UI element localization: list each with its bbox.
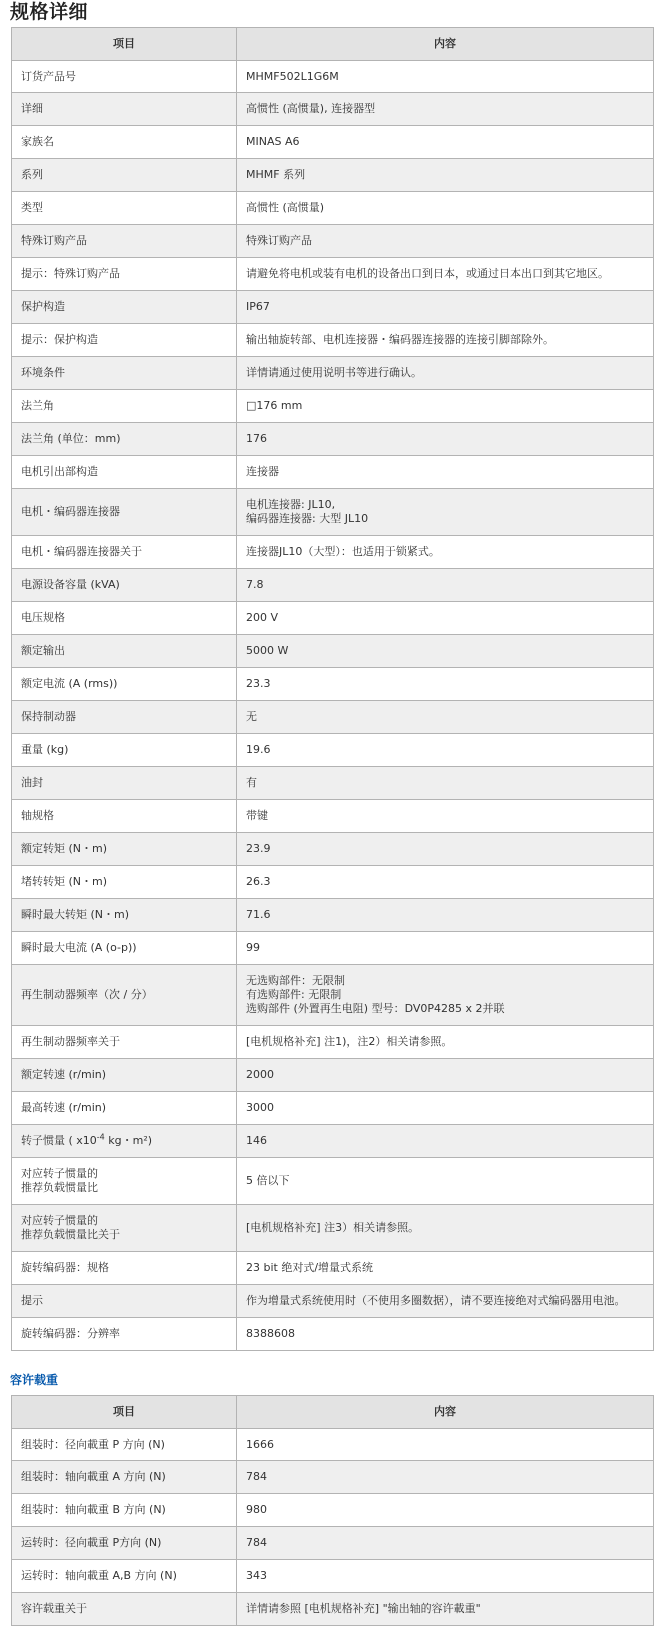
table-row — [12, 1252, 654, 1285]
table-row — [12, 602, 654, 635]
table-row — [12, 1059, 654, 1092]
row-label: 提示 — [12, 1285, 237, 1318]
table-row — [12, 1494, 654, 1527]
table-row — [12, 357, 654, 390]
table-row — [12, 1527, 654, 1560]
table-row — [12, 324, 654, 357]
row-value: 2000 — [237, 1059, 654, 1092]
row-value: 带键 — [237, 800, 654, 833]
row-label: 电源设备容量 (kVA) — [12, 569, 237, 602]
row-value: [电机规格补充] 注1)，注2）相关请参照。 — [237, 1026, 654, 1059]
row-value: MHMF 系列 — [237, 159, 654, 192]
table-row — [12, 1026, 654, 1059]
row-label: 系列 — [12, 159, 237, 192]
table-row — [12, 668, 654, 701]
row-label: 组装时：轴向載重 B 方向 (N) — [12, 1494, 237, 1527]
row-value: 5000 W — [237, 635, 654, 668]
row-label: 详细 — [12, 93, 237, 126]
row-label: 法兰角 — [12, 390, 237, 423]
table-row — [12, 965, 654, 1026]
row-value: 200 V — [237, 602, 654, 635]
row-value: 343 — [237, 1560, 654, 1593]
table-row — [12, 767, 654, 800]
table-row — [12, 635, 654, 668]
row-label: 组装时：轴向載重 A 方向 (N) — [12, 1461, 237, 1494]
table-row — [12, 291, 654, 324]
row-value: 作为增量式系统使用时（不使用多圈数据），请不要连接绝对式编码器用电池。 — [237, 1285, 654, 1318]
row-label: 瞬时最大电流 (A (o-p)) — [12, 932, 237, 965]
row-value: 无 — [237, 701, 654, 734]
row-value: [电机规格补充] 注3）相关请参照。 — [237, 1205, 654, 1252]
row-value: 连接器 — [237, 456, 654, 489]
row-label: 额定转速 (r/min) — [12, 1059, 237, 1092]
row-label: 运转时：径向載重 P方向 (N) — [12, 1527, 237, 1560]
row-value: 详情请通过使用说明书等进行确认。 — [237, 357, 654, 390]
row-value: 1666 — [237, 1429, 654, 1461]
row-label: 再生制动器频率（次 / 分） — [12, 965, 237, 1026]
row-value: 23 bit 绝对式/增量式系统 — [237, 1252, 654, 1285]
row-label: 订货产品号 — [12, 61, 237, 93]
row-value: 输出轴旋转部、电机连接器・编码器连接器的连接引脚部除外。 — [237, 324, 654, 357]
row-value: MINAS A6 — [237, 126, 654, 159]
row-label: 再生制动器频率关于 — [12, 1026, 237, 1059]
table-row — [12, 489, 654, 536]
row-value: 3000 — [237, 1092, 654, 1125]
row-label: 电机・编码器连接器 — [12, 489, 237, 536]
row-value: 146 — [237, 1125, 654, 1158]
row-label: 运转时：轴向載重 A,B 方向 (N) — [12, 1560, 237, 1593]
row-label: 容许载重关于 — [12, 1593, 237, 1626]
table-row — [12, 1205, 654, 1252]
row-value: 无选购部件：无限制 有选购部件: 无限制 选购部件 (外置再生电阻) 型号：DV0P4285 x 2并联 — [237, 965, 654, 1026]
row-label: 环境条件 — [12, 357, 237, 390]
table-row — [12, 61, 654, 93]
row-label: 油封 — [12, 767, 237, 800]
row-value: 有 — [237, 767, 654, 800]
row-value: 5 倍以下 — [237, 1158, 654, 1205]
table-row — [12, 225, 654, 258]
table-row — [12, 1461, 654, 1494]
table-row — [12, 1318, 654, 1351]
table-row — [12, 1158, 654, 1205]
row-label: 保持制动器 — [12, 701, 237, 734]
table-row — [12, 800, 654, 833]
row-label: 额定输出 — [12, 635, 237, 668]
row-label: 电机・编码器连接器关于 — [12, 536, 237, 569]
table-row — [12, 866, 654, 899]
row-label: 瞬时最大转矩 (N・m) — [12, 899, 237, 932]
table-row — [12, 734, 654, 767]
section-title-allowable-load: 容许载重 — [10, 1373, 59, 1387]
page-title: 规格详细 — [10, 1, 89, 23]
column-header-content: 内容 — [237, 28, 654, 61]
row-value: 23.9 — [237, 833, 654, 866]
table-row — [12, 932, 654, 965]
table-row — [12, 423, 654, 456]
row-value: □176 mm — [237, 390, 654, 423]
row-value: MHMF502L1G6M — [237, 61, 654, 93]
table-row — [12, 1125, 654, 1158]
row-value: 26.3 — [237, 866, 654, 899]
table-row — [12, 569, 654, 602]
row-label: 法兰角 (单位：mm) — [12, 423, 237, 456]
row-value: 电机连接器: JL10, 编码器连接器: 大型 JL10 — [237, 489, 654, 536]
row-value: 23.3 — [237, 668, 654, 701]
table-row — [12, 192, 654, 225]
row-label: 电机引出部构造 — [12, 456, 237, 489]
spec-table-header — [12, 28, 654, 61]
row-label: 额定转矩 (N・m) — [12, 833, 237, 866]
row-label: 提示：特殊订购产品 — [12, 258, 237, 291]
row-label: 对应转子惯量的 推荐负载惯量比关于 — [12, 1205, 237, 1252]
row-value: 19.6 — [237, 734, 654, 767]
table-row — [12, 899, 654, 932]
row-label: 堵转转矩 (N・m) — [12, 866, 237, 899]
row-label: 最高转速 (r/min) — [12, 1092, 237, 1125]
table-row — [12, 1429, 654, 1461]
row-value: 784 — [237, 1461, 654, 1494]
row-label: 保护构造 — [12, 291, 237, 324]
row-value: IP67 — [237, 291, 654, 324]
row-label: 特殊订购产品 — [12, 225, 237, 258]
table-row — [12, 536, 654, 569]
spec-table — [11, 27, 654, 1351]
row-label: 转子惯量 ( $x10^{-4}$ kg・m²) — [12, 1125, 237, 1158]
row-value: 7.8 — [237, 569, 654, 602]
table-row — [12, 159, 654, 192]
row-label: 轴规格 — [12, 800, 237, 833]
table-row — [12, 1092, 654, 1125]
table-row — [12, 1560, 654, 1593]
row-label: 重量 (kg) — [12, 734, 237, 767]
column-header-content: 内容 — [237, 1396, 654, 1429]
table-row — [12, 833, 654, 866]
row-value: 71.6 — [237, 899, 654, 932]
table-row — [12, 126, 654, 159]
load-table-header — [12, 1396, 654, 1429]
table-row — [12, 93, 654, 126]
column-header-item: 项目 — [12, 1396, 237, 1429]
row-value: 详情请参照 [电机规格补充] "输出轴的容许載重" — [237, 1593, 654, 1626]
row-label: 提示：保护构造 — [12, 324, 237, 357]
row-label: 家族名 — [12, 126, 237, 159]
allowable-load-table — [11, 1395, 654, 1626]
row-value: 8388608 — [237, 1318, 654, 1351]
table-row — [12, 390, 654, 423]
row-value: 请避免将电机或装有电机的设备出口到日本，或通过日本出口到其它地区。 — [237, 258, 654, 291]
row-label: 电压规格 — [12, 602, 237, 635]
table-row — [12, 1285, 654, 1318]
row-label: 对应转子惯量的 推荐负载惯量比 — [12, 1158, 237, 1205]
row-label: 额定电流 (A (rms)) — [12, 668, 237, 701]
table-row — [12, 701, 654, 734]
row-label: 类型 — [12, 192, 237, 225]
row-value: 99 — [237, 932, 654, 965]
table-row — [12, 456, 654, 489]
row-value: 连接器JL10（大型）：也适用于锁紧式。 — [237, 536, 654, 569]
table-row — [12, 1593, 654, 1626]
row-value: 784 — [237, 1527, 654, 1560]
row-value: 高惯性 (高惯量) — [237, 192, 654, 225]
row-value: 176 — [237, 423, 654, 456]
row-label: 组装时：径向載重 P 方向 (N) — [12, 1429, 237, 1461]
row-label: 旋转编码器：规格 — [12, 1252, 237, 1285]
row-value: 特殊订购产品 — [237, 225, 654, 258]
row-value: 980 — [237, 1494, 654, 1527]
row-value: 高惯性 (高惯量), 连接器型 — [237, 93, 654, 126]
row-label: 旋转编码器：分辨率 — [12, 1318, 237, 1351]
column-header-item: 项目 — [12, 28, 237, 61]
table-row — [12, 258, 654, 291]
